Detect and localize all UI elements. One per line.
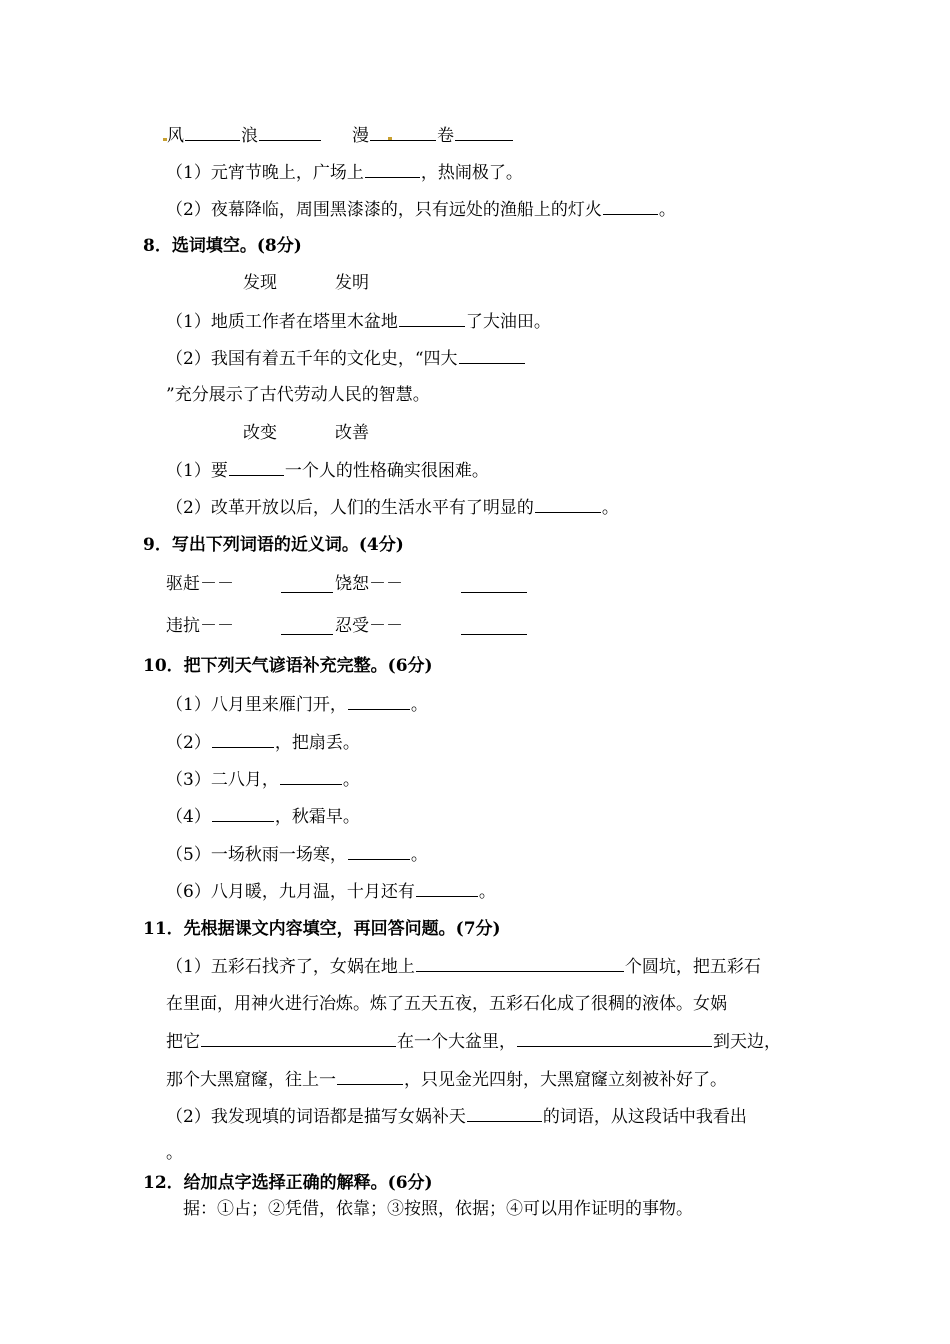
q9-row-1a: 驱赶－－ bbox=[166, 574, 234, 594]
sentence-text: 。 bbox=[658, 200, 676, 220]
passage-text: 的词语，从这段话中我看出 bbox=[542, 1107, 747, 1127]
q12-title: 12．给加点字选择正确的解释。(6分) bbox=[143, 1173, 433, 1193]
q10-item-2 bbox=[166, 731, 360, 754]
blank[interactable] bbox=[229, 459, 284, 476]
blank[interactable] bbox=[455, 124, 513, 141]
sentence-text: （1）要 bbox=[166, 461, 228, 481]
q9-title: 9．写出下列词语的近义词。(4分) bbox=[143, 535, 404, 555]
q10-item-6 bbox=[166, 880, 496, 903]
q7-word-3: 漫 bbox=[352, 126, 369, 146]
q7-word-2: 浪 bbox=[241, 126, 258, 146]
option-word: 改善 bbox=[335, 423, 369, 443]
proverb-text: （5）一场秋雨一场寒， bbox=[166, 845, 347, 865]
blank[interactable] bbox=[280, 768, 342, 785]
blank[interactable] bbox=[337, 1068, 403, 1085]
blank[interactable] bbox=[517, 1030, 712, 1047]
q9-row-2a: 违抗－－ bbox=[166, 616, 234, 636]
sentence-text: 。 bbox=[601, 498, 619, 518]
blank[interactable] bbox=[416, 880, 478, 897]
proverb-text: ，把扇丢。 bbox=[274, 733, 360, 753]
q8-g2-sentence-2 bbox=[166, 496, 619, 519]
q8-g1-sentence-1 bbox=[166, 310, 551, 333]
blank[interactable] bbox=[399, 310, 465, 327]
blank[interactable] bbox=[185, 124, 240, 141]
passage-text: （1）五彩石找齐了，女娲在地上 bbox=[166, 957, 415, 977]
option-word: 发现 bbox=[243, 273, 277, 293]
blank[interactable] bbox=[212, 731, 274, 748]
q8-options-1 bbox=[243, 272, 369, 294]
sentence-text: （2）改革开放以后，人们的生活水平有了明显的 bbox=[166, 498, 534, 518]
q7-word-line bbox=[163, 124, 514, 147]
q11-line-2: 在里面，用神火进行冶炼。炼了五天五夜，五彩石化成了很稠的液体。女娲 bbox=[166, 994, 727, 1014]
q11-line-1 bbox=[166, 955, 761, 978]
q12-definition: 据：①占；②凭借，依靠；③按照，依据；④可以用作证明的事物。 bbox=[183, 1199, 693, 1219]
sentence-text: ，热闹极了。 bbox=[420, 163, 523, 183]
q7-sentence-1 bbox=[166, 161, 523, 184]
passage-text: 那个大黑窟窿，往上一 bbox=[166, 1070, 336, 1090]
proverb-text: （4） bbox=[166, 807, 211, 827]
q8-g1-sentence-2 bbox=[166, 347, 526, 370]
sentence-text: （2）我国有着五千年的文化史，“四大 bbox=[166, 349, 458, 369]
q10-item-3 bbox=[166, 768, 360, 791]
q9-row-1b: 饶恕－－ bbox=[335, 574, 403, 594]
blank[interactable] bbox=[259, 124, 321, 141]
highlight-mark bbox=[388, 137, 392, 140]
blank[interactable] bbox=[535, 496, 601, 513]
q10-item-4 bbox=[166, 805, 360, 828]
q7-word-4: 卷 bbox=[437, 126, 454, 146]
blank[interactable] bbox=[461, 576, 527, 593]
proverb-text: 。 bbox=[410, 845, 428, 865]
blank[interactable] bbox=[459, 347, 525, 364]
q11-line-4 bbox=[166, 1068, 727, 1091]
blank[interactable] bbox=[603, 198, 658, 215]
proverb-text: （6）八月暖，九月温，十月还有 bbox=[166, 882, 415, 902]
proverb-text: ，秋霜早。 bbox=[274, 807, 360, 827]
sentence-text: （1）元宵节晚上，广场上 bbox=[166, 163, 364, 183]
q11-line-6: 。 bbox=[166, 1143, 183, 1163]
proverb-text: 。 bbox=[478, 882, 496, 902]
passage-text: （2）我发现填的词语都是描写女娲补天 bbox=[166, 1107, 466, 1127]
sentence-text: （1）地质工作者在塔里木盆地 bbox=[166, 312, 398, 332]
q11-line-5 bbox=[166, 1105, 747, 1128]
q8-options-2 bbox=[243, 422, 369, 444]
passage-text: 个圆坑，把五彩石 bbox=[624, 957, 761, 977]
blank[interactable] bbox=[467, 1105, 542, 1122]
sentence-text: （2）夜幕降临，周围黑漆漆的，只有远处的渔船上的灯火 bbox=[166, 200, 602, 220]
blank[interactable] bbox=[348, 693, 410, 710]
q8-title: 8．选词填空。(8分) bbox=[143, 236, 302, 256]
blank[interactable] bbox=[370, 124, 436, 141]
q10-item-5 bbox=[166, 843, 428, 866]
q8-g2-sentence-1 bbox=[166, 459, 489, 482]
blank[interactable] bbox=[201, 1030, 396, 1047]
option-word: 改变 bbox=[243, 423, 277, 443]
blank[interactable] bbox=[281, 576, 333, 593]
proverb-text: （2） bbox=[166, 733, 211, 753]
proverb-text: 。 bbox=[410, 695, 428, 715]
blank[interactable] bbox=[365, 161, 420, 178]
passage-text: ，只见金光四射，大黑窟窿立刻被补好了。 bbox=[404, 1070, 727, 1090]
passage-text: 到天边， bbox=[713, 1032, 781, 1052]
proverb-text: （1）八月里来雁门开， bbox=[166, 695, 347, 715]
blank[interactable] bbox=[461, 618, 527, 635]
q7-sentence-2 bbox=[166, 198, 676, 221]
blank[interactable] bbox=[348, 843, 410, 860]
sentence-text: 了大油田。 bbox=[465, 312, 551, 332]
q10-item-1 bbox=[166, 693, 428, 716]
q9-row-2b: 忍受－－ bbox=[335, 616, 403, 636]
blank[interactable] bbox=[281, 618, 333, 635]
passage-text: 在一个大盆里， bbox=[397, 1032, 516, 1052]
proverb-text: 。 bbox=[342, 770, 360, 790]
passage-text: 把它 bbox=[166, 1032, 200, 1052]
proverb-text: （3）二八月， bbox=[166, 770, 279, 790]
blank[interactable] bbox=[416, 955, 624, 972]
blank[interactable] bbox=[212, 805, 274, 822]
q11-title: 11．先根据课文内容填空，再回答问题。(7分) bbox=[143, 919, 501, 939]
q10-title: 10．把下列天气谚语补充完整。(6分) bbox=[143, 656, 433, 676]
q8-g1-sentence-2-cont: ”充分展示了古代劳动人民的智慧。 bbox=[166, 385, 430, 405]
sentence-text: 一个人的性格确实很困难。 bbox=[284, 461, 489, 481]
q11-line-3 bbox=[166, 1030, 781, 1053]
q7-word-1: 风 bbox=[167, 126, 184, 146]
option-word: 发明 bbox=[335, 273, 369, 293]
